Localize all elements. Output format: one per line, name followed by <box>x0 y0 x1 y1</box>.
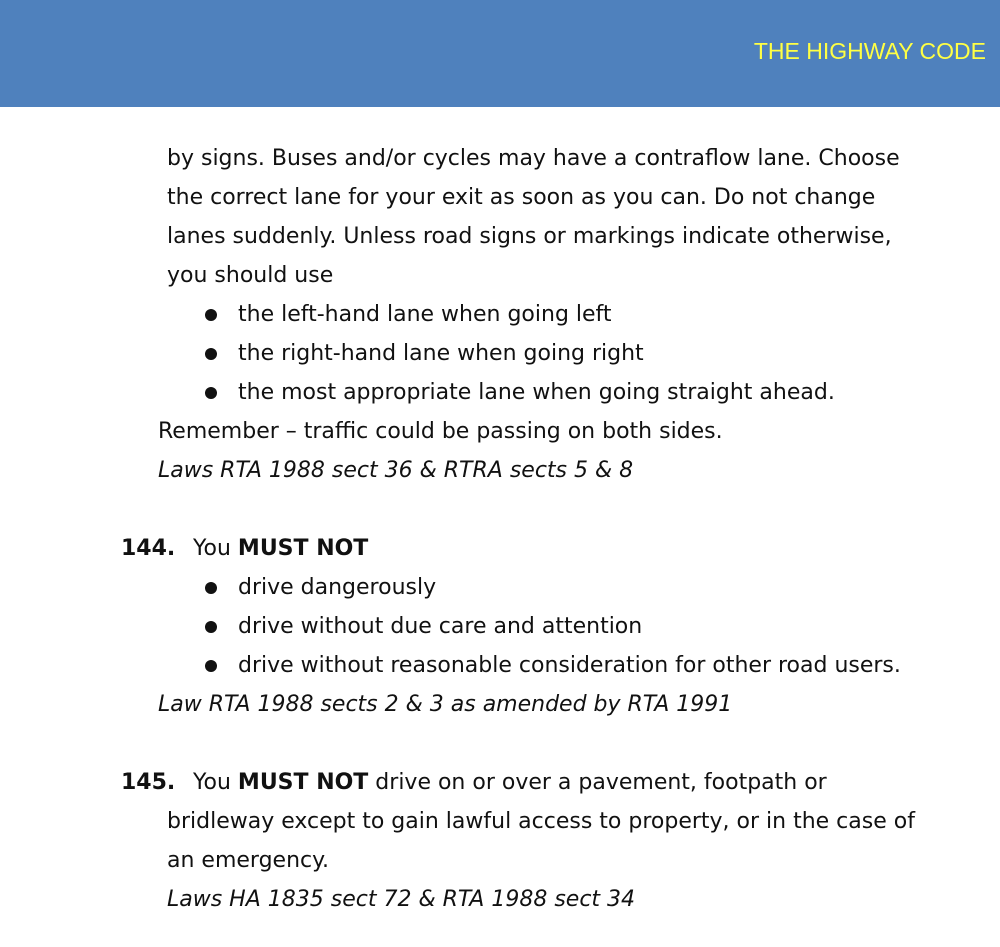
bullet-dot-icon <box>205 309 217 321</box>
rule145-intro-text: You <box>193 770 238 795</box>
rule143-bullet-2: the right-hand lane when going right <box>238 341 644 366</box>
rule143-line-1: by signs. Buses and/or cycles may have a contraflow lane. Choose <box>167 146 900 171</box>
bullet-dot-icon <box>205 660 217 672</box>
header-title: THE HIGHWAY CODE <box>753 38 986 64</box>
bullet-dot-icon <box>205 348 217 360</box>
rule144-bullet-3: drive without reasonable consideration for other road users. <box>238 653 901 678</box>
rule145-line-1-rest: drive on or over a pavement, footpath or <box>368 770 827 795</box>
rule143-line-3: lanes suddenly. Unless road signs or markings indicate otherwise, <box>167 224 892 249</box>
rule143-bullet-3: the most appropriate lane when going straight ahead. <box>238 380 835 405</box>
bullet-dot-icon <box>205 582 217 594</box>
rule143-line-4: you should use <box>167 263 334 288</box>
rule144-number: 144. <box>121 536 176 561</box>
rule145-line-3: an emergency. <box>167 848 329 873</box>
rule143-line-2: the correct lane for your exit as soon as you can. Do not change <box>167 185 876 210</box>
rule144-intro-text: You <box>193 536 238 561</box>
rule145-line-2: bridleway except to gain lawful access to property, or in the case of <box>167 809 915 834</box>
rule143-bullet-1: the left-hand lane when going left <box>238 302 612 327</box>
bullet-dot-icon <box>205 621 217 633</box>
rule143-law: Laws RTA 1988 sect 36 & RTRA sects 5 & 8 <box>158 458 634 483</box>
rule144-bullet-2: drive without due care and attention <box>238 614 643 639</box>
rule144-must-not: MUST NOT <box>237 536 369 561</box>
rule145-must-not: MUST NOT <box>237 770 369 795</box>
page-header <box>0 0 1000 107</box>
rule145-law: Laws HA 1835 sect 72 & RTA 1988 sect 34 <box>167 887 636 912</box>
rule144-law: Law RTA 1988 sects 2 & 3 as amended by RTA 1991 <box>158 692 733 717</box>
rule145-line-1 <box>193 763 827 802</box>
rule145-number: 145. <box>121 770 176 795</box>
rule144-bullet-1: drive dangerously <box>238 575 437 600</box>
bullet-dot-icon <box>205 387 217 399</box>
rule143-remember: Remember – traffic could be passing on both sides. <box>158 419 723 444</box>
rule144-intro <box>193 529 368 568</box>
